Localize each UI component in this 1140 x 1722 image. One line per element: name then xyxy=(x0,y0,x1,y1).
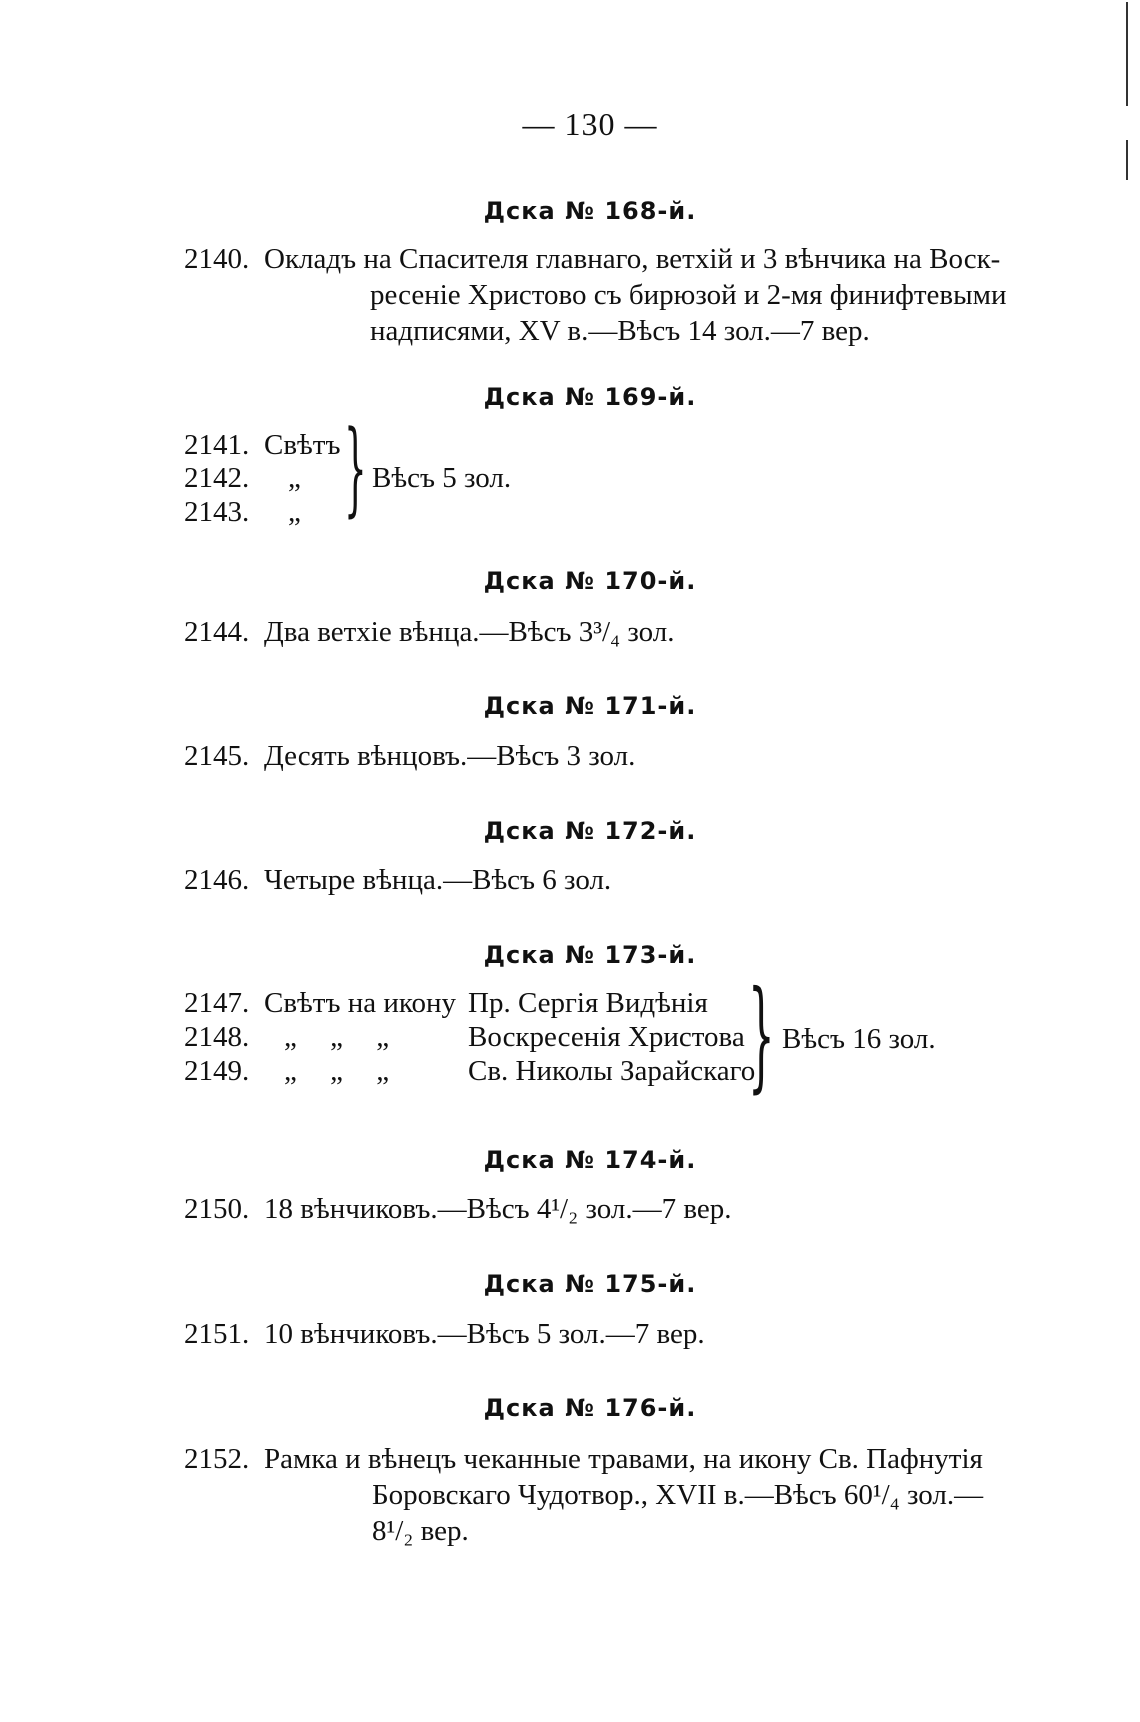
section-heading-175: Дска № 175-й. xyxy=(483,1270,697,1298)
entry-2151-text: 10 вѣнчиковъ.—Вѣсъ 5 зол.—7 вер. xyxy=(264,1318,705,1350)
entry-2148-text: Воскресенія Христова xyxy=(468,1021,745,1053)
entry-2143-ditto: „ xyxy=(288,496,301,528)
entry-2140-line-1: Окладъ на Спасителя главнаго, ветхій и 3 вѣнчика на Воск- xyxy=(264,243,1001,275)
entry-2142-number: 2142. xyxy=(184,462,250,494)
entry-2145-text: Десять вѣнцовъ.—Вѣсъ 3 зол. xyxy=(264,740,636,772)
section-heading-172: Дска № 172-й. xyxy=(483,817,697,845)
section-heading-170: Дска № 170-й. xyxy=(483,567,697,595)
entry-2145-number: 2145. xyxy=(184,740,250,772)
entry-2143-number: 2143. xyxy=(184,496,250,528)
entry-2152-line-3: 8¹/₂ вер. xyxy=(372,1515,469,1547)
entry-2140-number: 2140. xyxy=(184,243,250,275)
entry-2140-line-2: ресеніе Христово съ бирюзой и 2-мя финифтевыми xyxy=(370,279,1007,311)
scan-edge-line xyxy=(1126,140,1128,180)
entry-2152-number: 2152. xyxy=(184,1443,250,1475)
right-brace: } xyxy=(748,966,775,1105)
entry-2142-ditto: „ xyxy=(288,462,301,494)
entry-2146-number: 2146. xyxy=(184,864,250,896)
entry-2144-text: Два ветхіе вѣнца.—Вѣсъ 3³/₄ зол. xyxy=(264,616,675,648)
entry-2147-number: 2147. xyxy=(184,987,250,1019)
entry-2150-number: 2150. xyxy=(184,1193,250,1225)
section-heading-169: Дска № 169-й. xyxy=(483,383,697,411)
group-173-weight: Вѣсъ 16 зол. xyxy=(782,1023,936,1055)
group-169-weight: Вѣсъ 5 зол. xyxy=(372,462,512,494)
page-number: — 130 — xyxy=(522,106,658,142)
entry-2144-number: 2144. xyxy=(184,616,250,648)
entry-2140-line-3: надписями, XV в.—Вѣсъ 14 зол.—7 вер. xyxy=(370,315,870,347)
entry-2148-ditto: „ „ „ xyxy=(284,1021,390,1053)
section-heading-174: Дска № 174-й. xyxy=(483,1146,697,1174)
section-heading-176: Дска № 176-й. xyxy=(483,1394,697,1422)
section-heading-173: Дска № 173-й. xyxy=(483,941,697,969)
entry-2147-prefix: Свѣтъ на икону xyxy=(264,987,456,1019)
section-heading-171: Дска № 171-й. xyxy=(483,692,697,720)
entry-2149-text: Св. Николы Зарайскаго xyxy=(468,1055,756,1087)
entry-2150-text: 18 вѣнчиковъ.—Вѣсъ 4¹/₂ зол.—7 вер. xyxy=(264,1193,732,1225)
entry-2149-ditto: „ „ „ xyxy=(284,1055,390,1087)
scan-edge-line xyxy=(1126,2,1128,106)
entry-2141-text: Свѣтъ xyxy=(264,429,341,461)
entry-2152-line-1: Рамка и вѣнецъ чеканные травами, на икону Св. Пафнутія xyxy=(264,1443,983,1475)
entry-2148-number: 2148. xyxy=(184,1021,250,1053)
entry-2149-number: 2149. xyxy=(184,1055,250,1087)
entry-2151-number: 2151. xyxy=(184,1318,250,1350)
entry-2146-text: Четыре вѣнца.—Вѣсъ 6 зол. xyxy=(264,864,612,896)
entry-2147-text: Пр. Сергія Видѣнія xyxy=(468,987,708,1019)
right-brace: } xyxy=(344,409,367,528)
section-heading-168: Дска № 168-й. xyxy=(483,197,697,225)
entry-2141-number: 2141. xyxy=(184,429,250,461)
entry-2152-line-2: Боровскаго Чудотвор., XVII в.—Вѣсъ 60¹/₄ зол.— xyxy=(372,1479,984,1511)
